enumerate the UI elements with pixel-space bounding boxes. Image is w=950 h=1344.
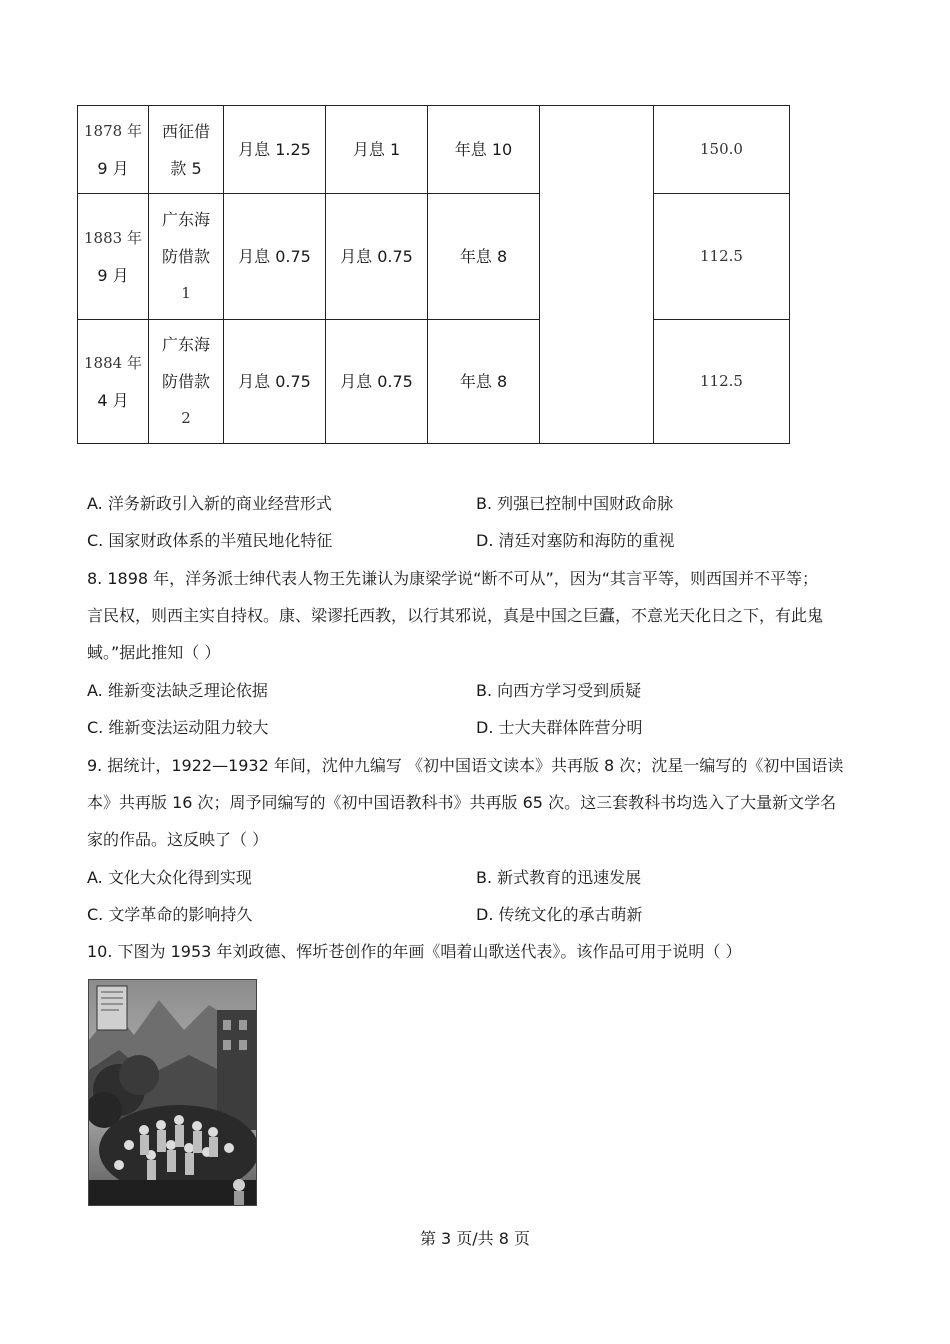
interest-cell: 月息 1 [326,106,428,194]
interest-cell: 月息 0.75 [326,320,428,444]
q9-stem-line: 9. 据统计，1922—1932 年间，沈仲九编写 《初中国语文读本》共再版 8 次；沈星一编写的《初中国语读 [87,756,844,775]
amount-cell: 112.5 [654,194,790,320]
page-footer: 第 3 页/共 8 页 [419,1229,531,1248]
q8-option-b[interactable]: B. 向西方学习受到质疑 [476,681,642,700]
q9-stem-line: 家的作品。这反映了（ ） [87,830,269,849]
interest-cell: 月息 0.75 [224,320,326,444]
amount-cell: 150.0 [654,106,790,194]
q8-stem-line: 8. 1898 年，洋务派士绅代表人物王先谦认为康梁学说“断不可从”，因为“其言平等，则西国并不平等； [87,569,819,588]
interest-cell: 月息 0.75 [224,194,326,320]
date-cell: 1883 年 9 月 [78,194,149,320]
amount-cell: 112.5 [654,320,790,444]
loan-name-cell: 广东海 防借款 1 [149,194,224,320]
q8-stem-line: 言民权，则西主实自持权。康、梁谬托西教，以行其邪说，真是中国之巨蠹，不意光天化日之下，有此鬼 [87,606,824,625]
q7-option-b[interactable]: B. 列强已控制中国财政命脉 [476,494,674,513]
q8-option-a[interactable]: A. 维新变法缺乏理论依据 [87,681,268,700]
loan-name-cell: 广东海 防借款 2 [149,320,224,444]
q7-option-c[interactable]: C. 国家财政体系的半殖民地化特征 [87,531,333,550]
q10-stem-line: 10. 下图为 1953 年刘政德、恽圻苍创作的年画《唱着山歌送代表》。该作品可用于说明（ ） [87,942,742,961]
interest-cell: 年息 10 [428,106,540,194]
date-cell: 1878 年 9 月 [78,106,149,194]
q8-stem-line: 蜮。”据此推知（ ） [87,643,221,662]
interest-cell: 月息 1.25 [224,106,326,194]
q7-option-d[interactable]: D. 清廷对塞防和海防的重视 [476,531,675,550]
interest-cell: 月息 0.75 [326,194,428,320]
q7-option-a[interactable]: A. 洋务新政引入新的商业经营形式 [87,494,332,513]
q8-option-c[interactable]: C. 维新变法运动阻力较大 [87,718,269,737]
table-row [78,106,790,194]
q9-option-d[interactable]: D. 传统文化的承古萌新 [476,905,643,924]
table-row [78,194,790,320]
q8-option-d[interactable]: D. 士大夫群体阵营分明 [476,718,643,737]
q9-stem-line: 本》共再版 16 次；周予同编写的《初中国语教科书》共再版 65 次。这三套教科书均选入了大量新文学名 [87,793,837,812]
loan-table [77,105,790,444]
interest-cell: 年息 8 [428,194,540,320]
new-year-painting-image [88,979,257,1206]
interest-cell: 年息 8 [428,320,540,444]
loan-name-cell: 西征借 款 5 [149,106,224,194]
q9-option-b[interactable]: B. 新式教育的迅速发展 [476,868,642,887]
date-cell: 1884 年 4 月 [78,320,149,444]
q9-option-c[interactable]: C. 文学革命的影响持久 [87,905,253,924]
merged-empty-cell [540,106,654,444]
table-row [78,320,790,444]
q9-option-a[interactable]: A. 文化大众化得到实现 [87,868,252,887]
